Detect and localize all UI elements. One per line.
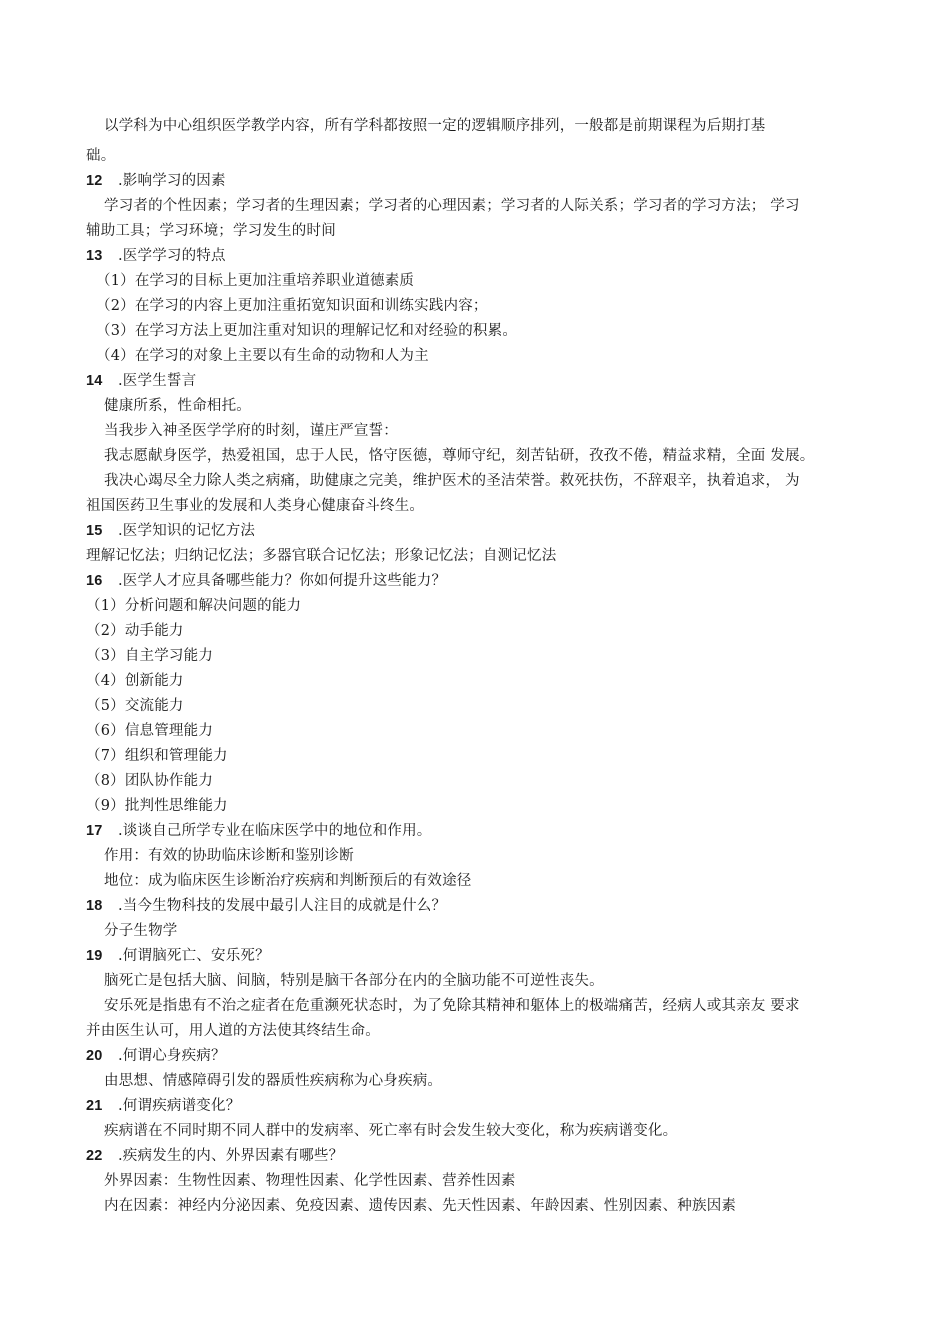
s14-line-1: 健康所系，性命相托。 bbox=[104, 398, 251, 414]
intro-line-2: 础。 bbox=[86, 148, 116, 164]
s12-line-2: 辅助工具；学习环境；学习发生的时间 bbox=[86, 223, 336, 239]
section-number: 17 bbox=[86, 823, 103, 839]
intro-line-1: 以学科为中心组织医学教学内容，所有学科都按照一定的逻辑顺序排列，一般都是前期课程为后期打基 bbox=[104, 118, 766, 134]
s22-line-2: 内在因素：神经内分泌因素、免疫因素、遗传因素、先天性因素、年龄因素、性别因素、种族因素 bbox=[104, 1198, 737, 1214]
section-title: .疾病发生的内、外界因素有哪些？ bbox=[118, 1148, 344, 1164]
s16-item-2: （2）动手能力 bbox=[86, 623, 184, 639]
section-19-heading bbox=[86, 946, 270, 966]
section-17-heading bbox=[86, 821, 432, 841]
s14-line-4: 我决心竭尽全力除人类之病痛，助健康之完美，维护医术的圣洁荣誉。救死扶伤，不辞艰辛，执着追求， 为 bbox=[104, 473, 800, 489]
s13-item-4: （4）在学习的对象上主要以有生命的动物和人为主 bbox=[96, 348, 429, 364]
section-title: .影响学习的因素 bbox=[118, 173, 226, 189]
section-21-heading bbox=[86, 1096, 240, 1116]
section-title: .谈谈自己所学专业在临床医学中的地位和作用。 bbox=[118, 823, 432, 839]
section-title: .医学生誓言 bbox=[118, 373, 197, 389]
s16-item-5: （5）交流能力 bbox=[86, 698, 184, 714]
section-number: 20 bbox=[86, 1048, 103, 1064]
s21-line-1: 疾病谱在不同时期不同人群中的发病率、死亡率有时会发生较大变化，称为疾病谱变化。 bbox=[104, 1123, 678, 1139]
s16-item-8: （8）团队协作能力 bbox=[86, 773, 214, 789]
s14-line-2: 当我步入神圣医学学府的时刻，谨庄严宣誓： bbox=[104, 423, 398, 439]
s17-line-2: 地位：成为临床医生诊断治疗疾病和判断预后的有效途径 bbox=[104, 873, 472, 889]
s19-line-1: 脑死亡是包括大脑、间脑，特别是脑干各部分在内的全脑功能不可逆性丧失。 bbox=[104, 973, 604, 989]
section-title: .当今生物科技的发展中最引人注目的成就是什么？ bbox=[118, 898, 447, 914]
s16-item-9: （9）批判性思维能力 bbox=[86, 798, 228, 814]
s13-item-3: （3）在学习方法上更加注重对知识的理解记忆和对经验的积累。 bbox=[96, 323, 518, 339]
s22-line-1: 外界因素：生物性因素、物理性因素、化学性因素、营养性因素 bbox=[104, 1173, 516, 1189]
section-number: 21 bbox=[86, 1098, 103, 1114]
section-number: 13 bbox=[86, 248, 103, 264]
section-number: 18 bbox=[86, 898, 103, 914]
s16-item-1: （1）分析问题和解决问题的能力 bbox=[86, 598, 302, 614]
s12-line-1: 学习者的个性因素；学习者的生理因素；学习者的心理因素；学习者的人际关系；学习者的学习方法； 学习 bbox=[104, 198, 800, 214]
s17-line-1: 作用：有效的协助临床诊断和鉴别诊断 bbox=[104, 848, 354, 864]
section-20-heading bbox=[86, 1046, 226, 1066]
section-18-heading bbox=[86, 896, 446, 916]
s19-line-3: 并由医生认可，用人道的方法使其终结生命。 bbox=[86, 1023, 380, 1039]
s14-line-3: 我志愿献身医学，热爱祖国，忠于人民，恪守医德，尊师守纪，刻苦钻研，孜孜不倦，精益求精，全面 发展。 bbox=[104, 448, 815, 464]
s19-line-2: 安乐死是指患有不治之症者在危重濒死状态时，为了免除其精神和躯体上的极端痛苦，经病人或其亲友 要求 bbox=[104, 998, 800, 1014]
section-title: .何谓心身疾病？ bbox=[118, 1048, 226, 1064]
s13-item-2: （2）在学习的内容上更加注重拓宽知识面和训练实践内容； bbox=[96, 298, 488, 314]
section-14-heading bbox=[86, 371, 196, 391]
section-number: 19 bbox=[86, 948, 103, 964]
s18-line-1: 分子生物学 bbox=[104, 923, 178, 939]
s20-line-1: 由思想、情感障碍引发的器质性疾病称为心身疾病。 bbox=[104, 1073, 443, 1089]
section-16-heading bbox=[86, 571, 446, 591]
section-title: .医学人才应具备哪些能力？你如何提升这些能力？ bbox=[118, 573, 447, 589]
section-number: 14 bbox=[86, 373, 103, 389]
section-number: 12 bbox=[86, 173, 103, 189]
section-number: 16 bbox=[86, 573, 103, 589]
section-12-heading bbox=[86, 171, 226, 191]
section-title: .医学知识的记忆方法 bbox=[118, 523, 256, 539]
section-15-heading bbox=[86, 521, 255, 541]
s16-item-4: （4）创新能力 bbox=[86, 673, 184, 689]
s15-line-1: 理解记忆法；归纳记忆法；多器官联合记忆法；形象记忆法；自测记忆法 bbox=[86, 548, 557, 564]
s16-item-3: （3）自主学习能力 bbox=[86, 648, 214, 664]
section-title: .医学学习的特点 bbox=[118, 248, 226, 264]
section-22-heading bbox=[86, 1146, 343, 1166]
section-title: .何谓脑死亡、安乐死？ bbox=[118, 948, 270, 964]
section-13-heading bbox=[86, 246, 226, 266]
s14-line-5: 祖国医药卫生事业的发展和人类身心健康奋斗终生。 bbox=[86, 498, 425, 514]
section-number: 15 bbox=[86, 523, 103, 539]
section-number: 22 bbox=[86, 1148, 103, 1164]
s13-item-1: （1）在学习的目标上更加注重培养职业道德素质 bbox=[96, 273, 415, 289]
section-title: .何谓疾病谱变化？ bbox=[118, 1098, 241, 1114]
s16-item-6: （6）信息管理能力 bbox=[86, 723, 214, 739]
s16-item-7: （7）组织和管理能力 bbox=[86, 748, 228, 764]
